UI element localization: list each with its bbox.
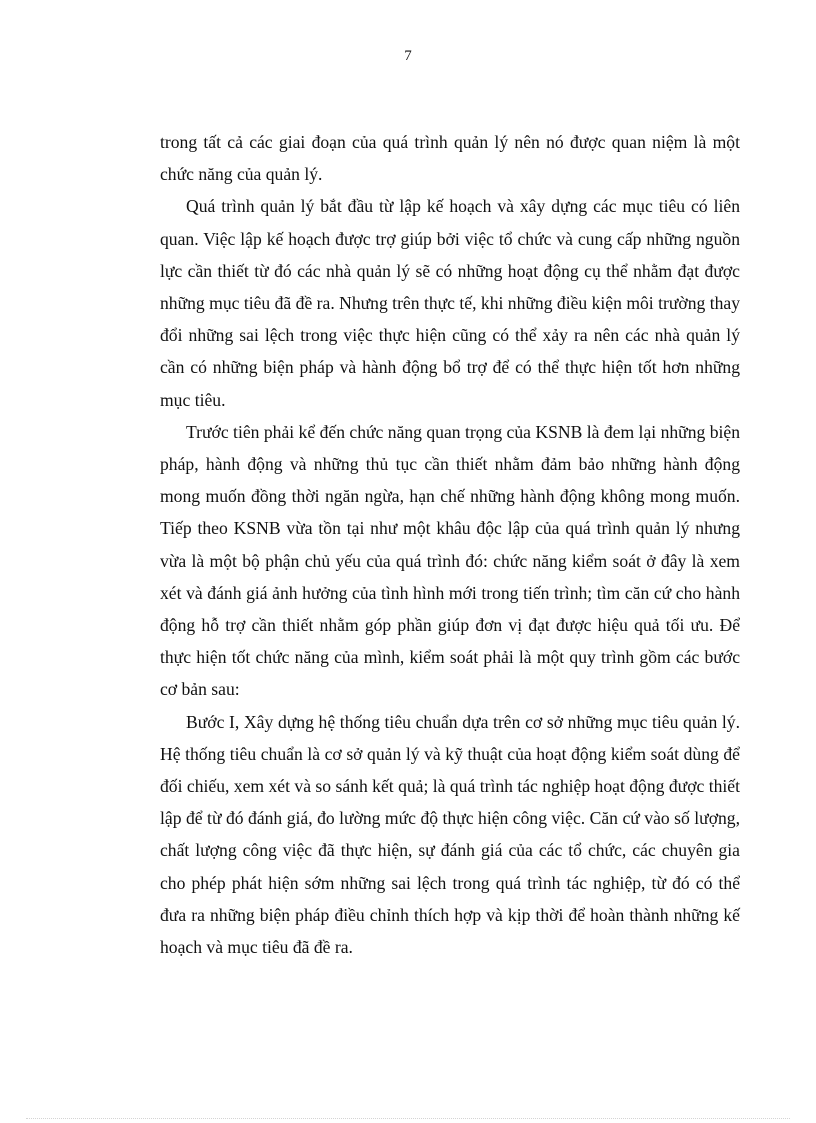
document-body [160, 126, 740, 963]
page-number: 7 [404, 48, 412, 64]
page-bottom-divider [26, 1118, 790, 1119]
paragraph-ksnb-function: Trước tiên phải kể đến chức năng quan trọng của KSNB là đem lại những biện pháp, hành động và những thủ tục cần thiết nhằm đảm bảo những hành động mong muốn đồng thời ngăn ngừa, hạn chế những hành động không mong muốn. Tiếp theo KSNB vừa tồn tại như một khâu độc lập của quá trình quản lý nhưng vừa là một bộ phận chủ yếu của quá trình đó: chức năng kiểm soát ở đây là xem xét và đánh giá ảnh hưởng của tình hình mới trong tiến trình; tìm căn cứ cho hành động hỗ trợ cần thiết nhằm góp phần giúp đơn vị đạt được hiệu quả tối ưu. Để thực hiện tốt chức năng của mình, kiểm soát phải là một quy trình gồm các bước cơ bản sau: [160, 421, 740, 700]
paragraph-continuation: trong tất cả các giai đoạn của quá trình quản lý nên nó được quan niệm là một chức năng của quản lý. [160, 132, 740, 185]
paragraph-management-process: Quá trình quản lý bắt đầu từ lập kế hoạch và xây dựng các mục tiêu có liên quan. Việc lập kế hoạch được trợ giúp bởi việc tổ chức và cung cấp những nguồn lực cần thiết từ đó các nhà quản lý sẽ có những hoạt động cụ thể nhằm đạt được những mục tiêu đã đề ra. Nhưng trên thực tế, khi những điều kiện môi trường thay đổi những sai lệch trong việc thực hiện cũng có thể xảy ra nên các nhà quản lý cần có những biện pháp và hành động bổ trợ để có thể thực hiện tốt hơn những mục tiêu. [160, 196, 740, 410]
paragraph-step-one: Bước I, Xây dựng hệ thống tiêu chuẩn dựa trên cơ sở những mục tiêu quản lý. Hệ thống tiêu chuẩn là cơ sở quản lý và kỹ thuật của hoạt động kiểm soát dùng để đối chiếu, xem xét và so sánh kết quả; là quá trình tác nghiệp hoạt động được thiết lập để từ đó đánh giá, đo lường mức độ thực hiện công việc. Căn cứ vào số lượng, chất lượng công việc đã thực hiện, sự đánh giá của các tổ chức, các chuyên gia cho phép phát hiện sớm những sai lệch trong quá trình tác nghiệp, từ đó có thể đưa ra những biện pháp điều chỉnh thích hợp và kịp thời để hoàn thành những kế hoạch và mục tiêu đã đề ra. [160, 711, 740, 958]
